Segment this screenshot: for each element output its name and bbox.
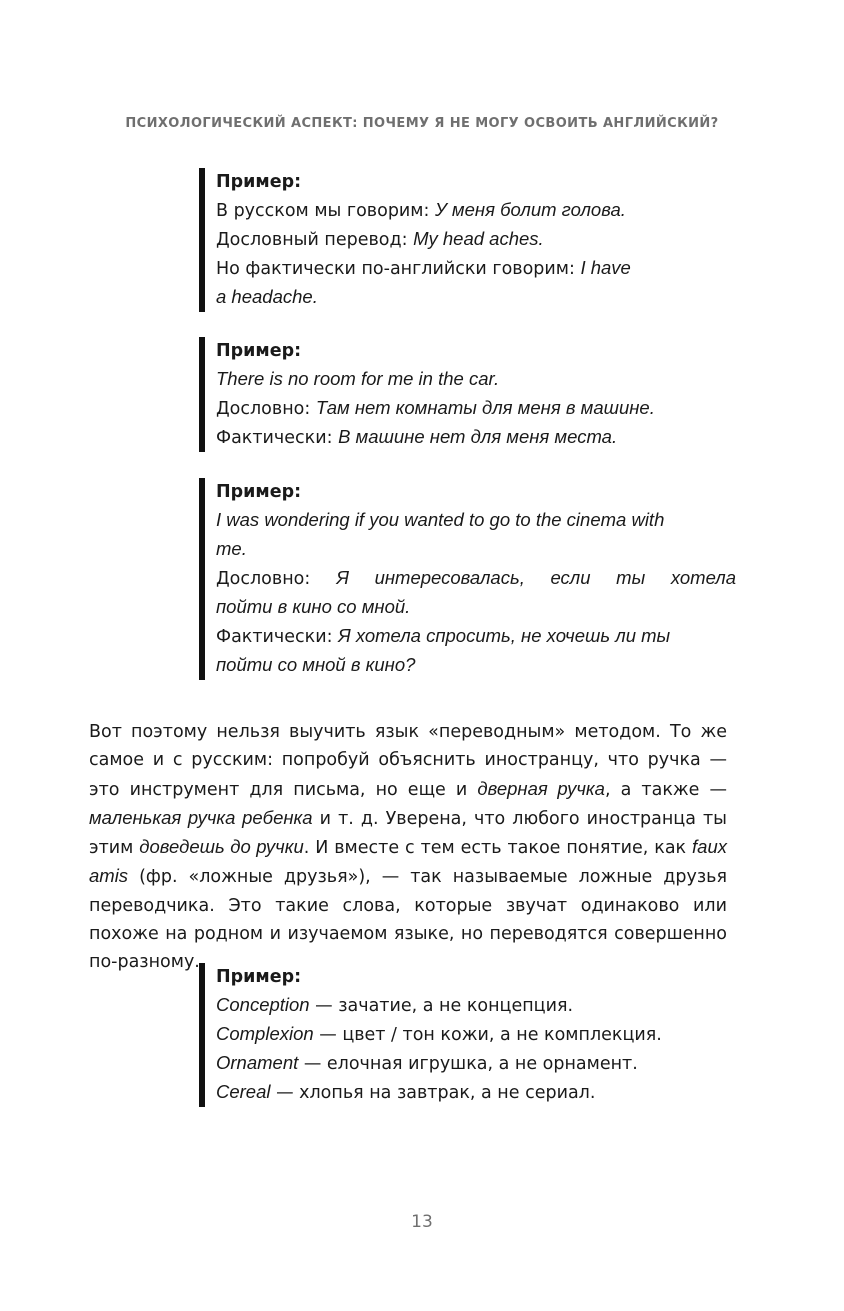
false-friend-item: Complexion — цвет / тон кожи, а не комплекция. <box>216 1023 662 1045</box>
false-friends-block <box>199 963 736 1107</box>
false-friend-item: Cereal — хлопья на завтрак, а не сериал. <box>216 1081 596 1103</box>
example-line: Дословно: Я интересовалась, если ты хотела <box>216 567 736 589</box>
page-number: 13 <box>411 1212 433 1232</box>
example-title: Пример: <box>216 341 302 361</box>
example-title: Пример: <box>216 482 302 502</box>
example-line: В русском мы говорим: У меня болит голова. <box>216 199 626 221</box>
example-block-2 <box>199 337 736 452</box>
body-paragraph: Вот поэтому нельзя выучить язык «переводным» методом. То же самое и с русским: попробуй объяснить иностранцу, что ручка — это инструмент для письма, но еще и дверная ручка, а также — маленькая ручка ребенка и т. д. Уверена, что любого иностранца ты этим доведешь до ручки. И вместе с тем есть такое понятие, как faux amis (фр. «ложные друзья»), — так называемые ложные друзья переводчика. Это такие слова, которые звучат одинаково или похоже на родном и изучаемом языке, но переводятся совершенно по-разному. <box>89 722 728 973</box>
example-line: Фактически: В машине нет для меня места. <box>216 426 618 448</box>
example-line: me. <box>216 538 247 559</box>
running-header: ПСИХОЛОГИЧЕСКИЙ АСПЕКТ: ПОЧЕМУ Я НЕ МОГУ ОСВОИТЬ АНГЛИЙСКИЙ? <box>125 116 719 131</box>
example-line: Дословный перевод: My head aches. <box>216 228 544 250</box>
example-title: Пример: <box>216 172 302 192</box>
false-friend-item: Conception — зачатие, а не концепция. <box>216 994 574 1016</box>
example-line: Фактически: Я хотела спросить, не хочешь ли ты <box>216 625 671 647</box>
false-friend-item: Ornament — елочная игрушка, а не орнамент. <box>216 1052 638 1074</box>
example-line: a headache. <box>216 286 318 307</box>
example-block-1 <box>199 168 736 312</box>
example-line: Дословно: Там нет комнаты для меня в машине. <box>216 397 655 419</box>
example-block-3 <box>199 478 736 680</box>
example-line: I was wondering if you wanted to go to the cinema with <box>216 509 665 530</box>
example-line: пойти в кино со мной. <box>216 596 411 617</box>
example-line: Но фактически по-английски говорим: I have <box>216 257 631 279</box>
example-line: пойти со мной в кино? <box>216 654 416 675</box>
example-title: Пример: <box>216 967 302 987</box>
example-line: There is no room for me in the car. <box>216 368 500 389</box>
